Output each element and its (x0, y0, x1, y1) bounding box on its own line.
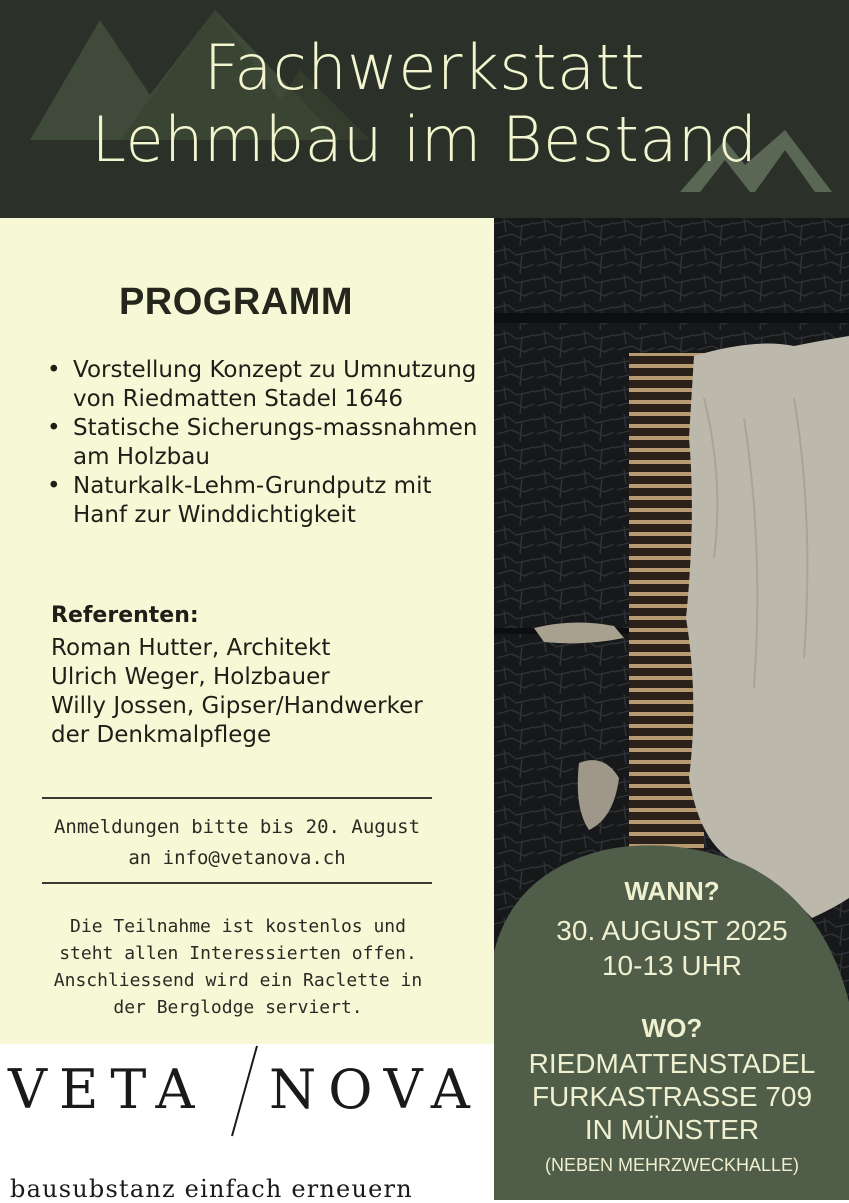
registration-line1: Anmeldungen bitte bis 20. August (53, 816, 421, 838)
program-item: • Statische Sicherungs-massnahmen am Holzbau (47, 414, 487, 472)
info-line: der Berglodge serviert. (113, 997, 363, 1018)
page-title-line2: Lehmbau im Bestand (91, 103, 758, 176)
where-address (516, 1047, 828, 1146)
logo-veta: VETA (8, 1058, 207, 1121)
registration-text (42, 812, 432, 874)
address-line: IN MÜNSTER (584, 1114, 760, 1145)
program-item: • Naturkalk-Lehm-Grundputz mit Hanf zur Winddichtigkeit (47, 472, 487, 530)
participation-info (22, 913, 454, 1021)
speakers-list (51, 634, 423, 750)
program-item: • Vorstellung Konzept zu Umnutzung von Riedmatten Stadel 1646 (47, 356, 487, 414)
logo-tagline: bausubstanz einfach erneuern (10, 1175, 413, 1203)
program-list (47, 356, 487, 530)
event-date: 30. AUGUST 2025 (556, 915, 788, 946)
divider-bottom (42, 882, 432, 884)
where-heading: WO? (641, 1013, 703, 1043)
program-heading: PROGRAMM (118, 281, 354, 323)
event-time: 10-13 UHR (601, 950, 743, 981)
divider-top (42, 797, 432, 799)
info-line: Anschliessend wird ein Raclette in (53, 970, 423, 991)
address-line: FURKASTRASSE 709 (531, 1081, 813, 1112)
speaker-line: der Denkmalpflege (51, 722, 272, 748)
address-line: RIEDMATTENSTADEL (528, 1048, 816, 1079)
where-note: (NEBEN MEHRZWECKHALLE) (544, 1155, 800, 1175)
info-line: steht allen Interessierten offen. (59, 943, 417, 964)
speakers-heading: Referenten: (51, 603, 199, 628)
page-title-line1: Fachwerkstatt (203, 31, 646, 104)
registration-line2: an info@vetanova.ch (128, 847, 346, 869)
when-heading: WANN? (624, 876, 720, 906)
speaker-line: Roman Hutter, Architekt (51, 635, 331, 661)
when-details (516, 913, 828, 983)
speaker-line: Willy Jossen, Gipser/Handwerker (51, 693, 423, 719)
speaker-line: Ulrich Weger, Holzbauer (51, 664, 330, 690)
info-line: Die Teilnahme ist kostenlos und (70, 916, 406, 937)
logo-slash-icon (202, 1044, 262, 1144)
logo-nova: NOVA (269, 1058, 482, 1121)
